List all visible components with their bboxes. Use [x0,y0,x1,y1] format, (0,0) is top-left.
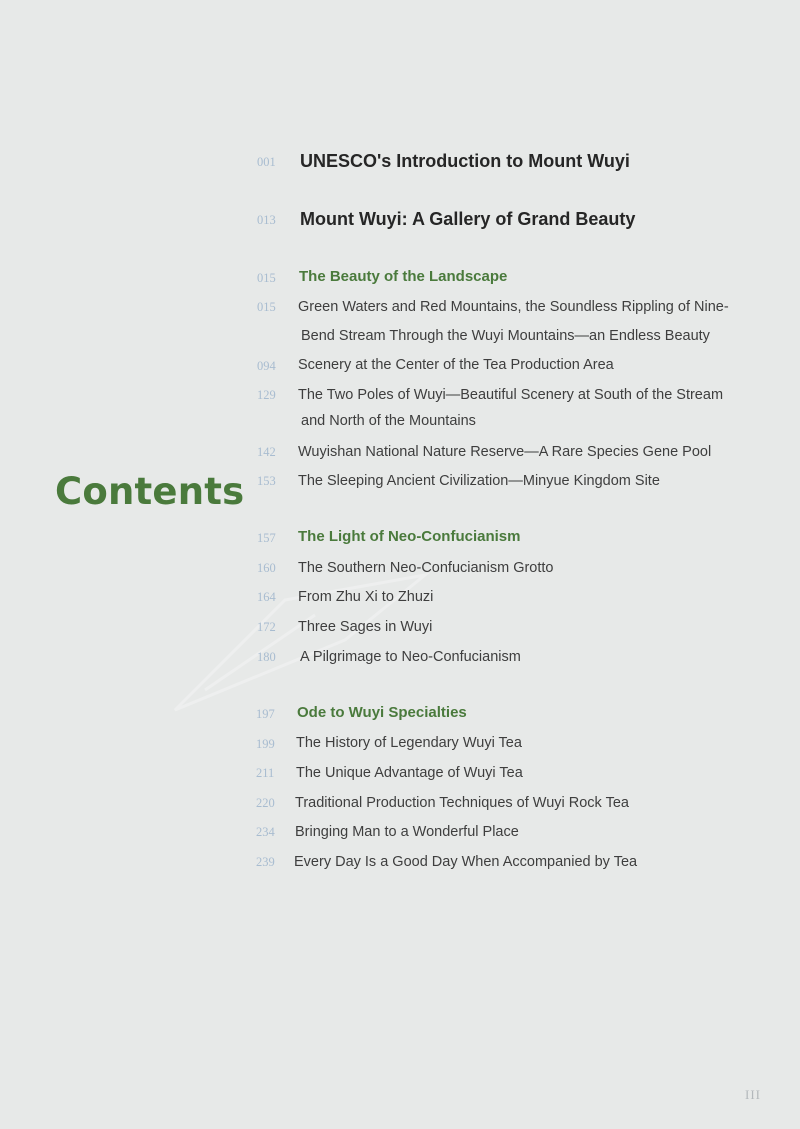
toc-page-number: 157 [257,531,276,545]
toc-entry[interactable]: Green Waters and Red Mountains, the Soundless Rippling of Nine- [298,299,729,315]
toc-entry[interactable]: Traditional Production Techniques of Wuyi Rock Tea [295,795,629,811]
toc-entry-continued[interactable]: and North of the Mountains [301,413,476,429]
toc-entry[interactable]: The Southern Neo-Confucianism Grotto [298,560,554,576]
toc-entry[interactable]: The Sleeping Ancient Civilization—Minyue Kingdom Site [298,473,660,489]
page-folio: III [745,1087,761,1102]
toc-page-number: 234 [256,825,275,839]
toc-page-number: 153 [257,474,276,488]
toc-page-number: 197 [256,707,275,721]
toc-section-heading[interactable]: The Light of Neo-Confucianism [298,528,521,545]
toc-major-entry[interactable]: Mount Wuyi: A Gallery of Grand Beauty [300,209,636,229]
contents-heading: Contents [55,470,245,513]
toc-entry[interactable]: Scenery at the Center of the Tea Production Area [298,357,614,373]
toc-entry[interactable]: Bringing Man to a Wonderful Place [295,824,519,840]
toc-page-number: 239 [256,855,275,869]
toc-page-number: 211 [256,766,275,780]
toc-page-number: 015 [257,300,276,314]
toc-page-number: 164 [257,590,276,604]
toc-page-number: 001 [257,155,276,169]
toc-major-entry[interactable]: UNESCO's Introduction to Mount Wuyi [300,151,630,171]
toc-entry-continued[interactable]: Bend Stream Through the Wuyi Mountains—an Endless Beauty [301,328,710,344]
toc-page-number: 160 [257,561,276,575]
toc-entry[interactable]: From Zhu Xi to Zhuzi [298,589,434,605]
toc-entry[interactable]: Three Sages in Wuyi [298,619,433,635]
toc-entry[interactable]: Wuyishan National Nature Reserve—A Rare Species Gene Pool [298,444,712,460]
toc-page-number: 172 [257,620,276,634]
toc-page-number: 199 [256,737,275,751]
toc-page-number: 220 [256,796,275,810]
toc-page-number: 013 [257,213,276,227]
toc-section-heading[interactable]: Ode to Wuyi Specialties [297,704,467,721]
toc-page-number: 094 [257,359,276,373]
toc-section-heading[interactable]: The Beauty of the Landscape [299,268,508,285]
toc-page-number: 180 [257,650,276,664]
toc-entry[interactable]: Every Day Is a Good Day When Accompanied by Tea [294,854,638,870]
toc-page-number: 142 [257,445,276,459]
toc-entry[interactable]: The Unique Advantage of Wuyi Tea [296,765,523,781]
toc-entry[interactable]: The Two Poles of Wuyi—Beautiful Scenery at South of the Stream [298,387,724,403]
toc-page-number: 015 [257,271,276,285]
toc-page-number: 129 [257,388,276,402]
toc-entry[interactable]: A Pilgrimage to Neo-Confucianism [300,649,521,665]
toc-entry[interactable]: The History of Legendary Wuyi Tea [296,735,522,751]
